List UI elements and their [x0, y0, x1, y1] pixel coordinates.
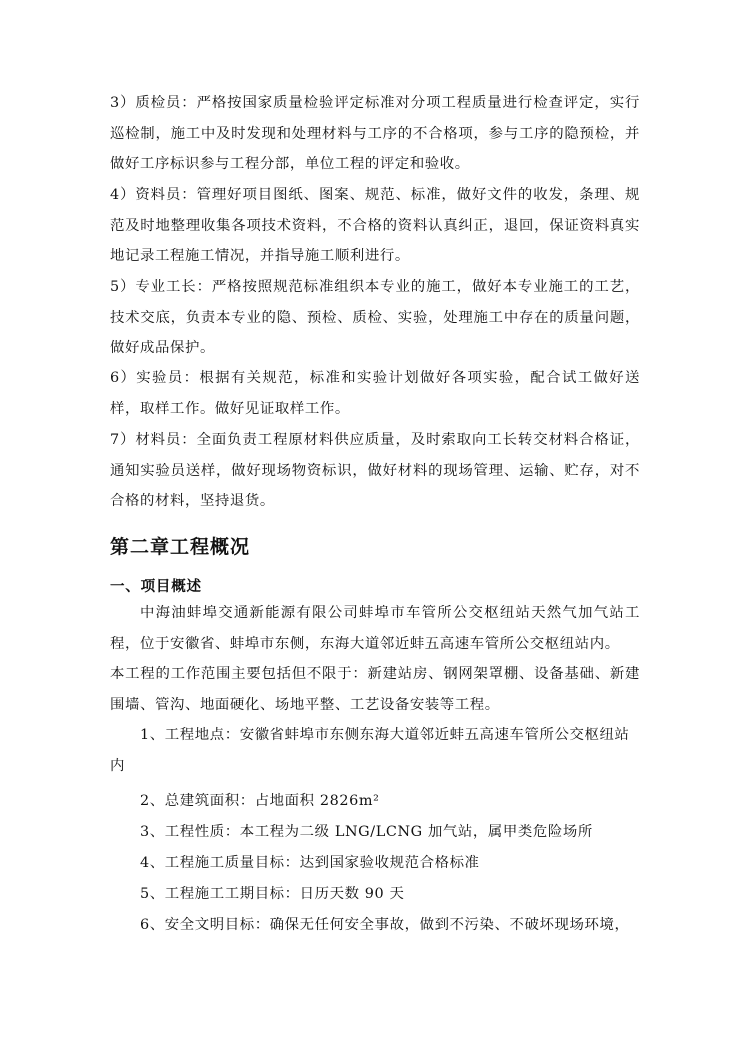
- item-schedule-goal: 5、工程施工工期目标：日历天数 90 天: [140, 886, 405, 902]
- role-foreman: 5）专业工长：严格按照规范标准组织本专业的施工，做好本专业施工的工艺，技术交底，负责本专业的隐、预检、质检、实验，处理施工中存在的质量问题，做好成品保护。: [110, 279, 640, 356]
- role-material-clerk: 7）材料员：全面负责工程原材料供应质量，及时索取向工长转交材料合格证，通知实验员送样，做好现场物资标识，做好材料的现场管理、运输、贮存，对不合格的材料，坚持退货。: [110, 432, 640, 509]
- role-lab-technician: 6）实验员：根据有关规范，标准和实验计划做好各项实验，配合试工做好送样，取样工作。做好见证取样工作。: [110, 370, 640, 417]
- item-safety-goal: 6、安全文明目标：确保无任何安全事故，做到不污染、不破坏现场环境，: [140, 917, 630, 933]
- role-document-clerk: 4）资料员：管理好项目图纸、图案、规范、标准，做好文件的收发，条理、规范及时地整理收集各项技术资料，不合格的资料认真纠正，退回，保证资料真实地记录工程施工情况，并指导施工顺利进行。: [110, 187, 640, 264]
- item-nature: 3、工程性质：本工程为二级 LNG/LCNG 加气站，属甲类危险场所: [140, 824, 593, 840]
- role-quality-inspector: 3）质检员：严格按国家质量检验评定标准对分项工程质量进行检查评定，实行巡检制，施工中及时发现和处理材料与工序的不合格项，参与工序的隐预检，并做好工序标识参与工程分部，单位工程的评定和验收。: [110, 95, 640, 172]
- chapter-title: 第二章工程概况: [110, 536, 251, 558]
- item-quality-goal: 4、工程施工质量目标：达到国家验收规范合格标准: [140, 855, 480, 871]
- section-title: 一、项目概述: [110, 579, 202, 595]
- item-location: 1、工程地点：安徽省蚌埠市东侧东海大道邻近蚌五高速车管所公交枢纽站内: [110, 727, 630, 774]
- project-intro: 中海油蚌埠交通新能源有限公司蚌埠市车管所公交枢纽站天然气加气站工程，位于安徽省、蚌埠市东侧，东海大道邻近蚌五高速车管所公交枢纽站内。: [110, 605, 640, 652]
- project-scope: 本工程的工作范围主要包括但不限于：新建站房、钢网架罩棚、设备基础、新建围墙、管沟、地面硬化、场地平整、工艺设备安装等工程。: [110, 666, 640, 713]
- item-area: 2、总建筑面积：占地面积 2826m²: [140, 793, 380, 809]
